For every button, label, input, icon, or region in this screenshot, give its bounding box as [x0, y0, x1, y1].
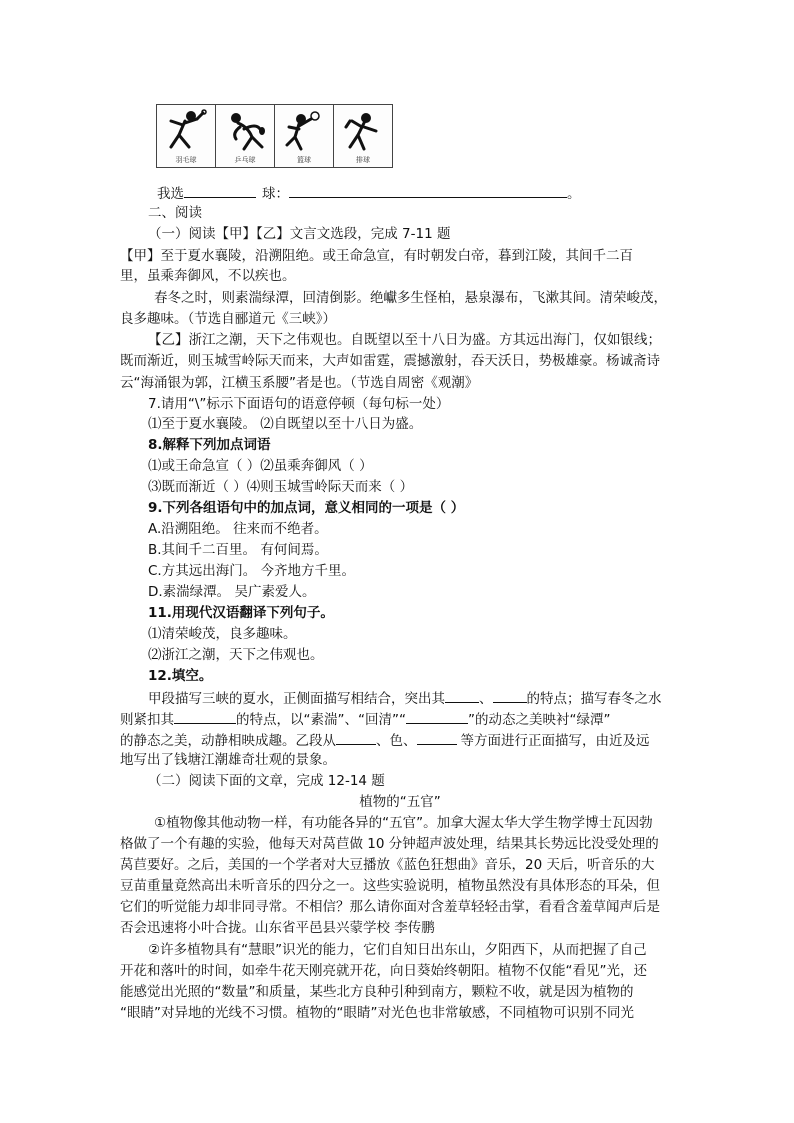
- sport-label: 乒乓球: [234, 156, 256, 164]
- basketball-icon: [281, 109, 327, 153]
- question-9-option-c[interactable]: C.方其远出海门。 今齐地方千里。: [148, 563, 356, 579]
- sport-label: 羽毛球: [175, 156, 197, 164]
- fill-blank[interactable]: [336, 729, 376, 745]
- article-para-1-line: 它们的听觉能力却非同寻常。不相信？那么请你面对含羞草轻轻击掌，看看含羞草闻声后是: [120, 899, 660, 915]
- passage-jia-line: 【甲】至于夏水襄陵，沿溯阻绝。或王命急宣，有时朝发白帝，暮到江陵，其间千二百: [120, 248, 633, 264]
- passage-jia-line: 春冬之时，则素湍绿潭，回清倒影。绝巘多生怪柏，悬泉瀑布，飞漱其间。清荣峻茂，: [154, 290, 667, 306]
- fill-blank[interactable]: [493, 687, 527, 703]
- choice-blank-sport[interactable]: [184, 182, 256, 198]
- article-title: 植物的“五官”: [359, 794, 441, 810]
- article-para-1-line: 豆苗重量竟然高出未听音乐的四分之一。这些实验说明，植物虽然没有具体形态的耳朵，但: [120, 878, 660, 894]
- table-tennis-icon: [222, 109, 268, 153]
- badminton-icon: [163, 109, 209, 153]
- sport-card-table-tennis: [215, 104, 275, 168]
- question-12-line: 则紧扣其 的特点，以“素湍”、“回清”“ ”的动态之美映衬“绿潭”: [120, 708, 610, 730]
- fill-blank[interactable]: [417, 729, 457, 745]
- article-para-2-line: 能感觉出光照的“数量”和质量，某些北方良种引种到南方，颗粒不收，就是因为植物的: [120, 984, 634, 1000]
- question-8: 8.解释下列加点词语: [148, 437, 271, 453]
- article-para-1-line: 否会迅速将小叶合拢。山东省平邑县兴蒙学校 李传鹏: [120, 920, 435, 936]
- part1-title: （一）阅读【甲】【乙】文言文选段，完成 7-11 题: [148, 226, 451, 242]
- sport-label: 篮球: [297, 156, 311, 164]
- sport-card-badminton: [156, 104, 216, 168]
- question-12-line: 的静态之美，动静相映成趣。乙段从 、色、 等方面进行正面描写，由近及远: [120, 729, 650, 751]
- passage-yi-line: 既而渐近，则玉城雪岭际天而来，大声如雷霆，震撼激射，吞天沃日，势极雄豪。杨诚斋诗: [120, 353, 660, 369]
- question-9-option-b[interactable]: B.其间千二百里。 有何间焉。: [148, 542, 328, 558]
- article-para-1-line: ①植物像其他动物一样，有功能各异的“五官”。加拿大渥太华大学生物学博士瓦因勃: [154, 815, 653, 831]
- section-title: 二、阅读: [148, 205, 202, 221]
- article-para-2-line: 开花和落叶的时间，如牵牛花天刚亮就开花，向日葵始终朝阳。植物不仅能“看见”光，还: [120, 963, 647, 979]
- article-para-2-line: ②许多植物具有“慧眼”识光的能力，它们自知日出东山，夕阳西下，从而把握了自己: [148, 942, 647, 958]
- fill-blank[interactable]: [174, 708, 236, 724]
- question-12-line: 地写出了钱塘江潮雄奇壮观的景象。: [120, 752, 336, 768]
- choice-line: 我选 球： 。: [157, 182, 581, 204]
- question-9-option-a[interactable]: A.沿溯阻绝。 往来而不绝者。: [148, 521, 328, 537]
- sport-label: 排球: [356, 156, 370, 164]
- article-para-1-line: 格做了一个有趣的实验，他每天对莴苣做 10 分钟超声波处理，结果其长势远比没受处理的: [120, 836, 659, 852]
- question-8-row: ⑴或王命急宣（ ）⑵虽乘奔御风（ ）: [148, 458, 373, 474]
- question-8-row: ⑶既而渐近（ ）⑷则玉城雪岭际天而来（ ）: [148, 479, 414, 495]
- fill-blank[interactable]: [445, 687, 479, 703]
- question-7-items: ⑴至于夏水襄陵。 ⑵自既望以至十八日为盛。: [148, 416, 423, 432]
- article-para-2-line: “眼睛”对异地的光线不习惯。植物的“眼睛”对光色也非常敏感，不同植物可识别不同光: [120, 1005, 634, 1021]
- part2-title: （二）阅读下面的文章，完成 12-14 题: [148, 773, 385, 789]
- sport-card-basketball: [274, 104, 334, 168]
- question-12: 12.填空。: [148, 668, 213, 684]
- question-9: 9.下列各组语句中的加点词，意义相同的一项是（ ）: [148, 500, 465, 516]
- passage-yi-line: 云“海涌银为郭，江横玉系腰”者是也。（节选自周密《观潮》: [120, 375, 479, 391]
- passage-jia-line: 良多趣味。（节选自郦道元《三峡》）: [120, 311, 336, 327]
- question-9-option-d[interactable]: D.素湍绿潭。 吴广素爱人。: [148, 584, 316, 600]
- question-11-item: ⑵浙江之潮，天下之伟观也。: [148, 647, 324, 663]
- question-11: 11.用现代汉语翻译下列句子。: [148, 605, 334, 621]
- choice-blank-reason[interactable]: [289, 182, 567, 198]
- article-para-1-line: 莴苣要好。之后，美国的一个学者对大豆播放《蓝色狂想曲》音乐，20 天后，听音乐的大: [120, 857, 655, 873]
- passage-yi-line: 【乙】浙江之潮，天下之伟观也。自既望以至十八日为盛。方其远出海门，仅如银线；: [148, 332, 661, 348]
- sport-card-volleyball: [333, 104, 393, 168]
- volleyball-icon: [340, 109, 386, 153]
- question-11-item: ⑴清荣峻茂，良多趣味。: [148, 626, 297, 642]
- passage-jia-line: 里，虽乘奔御风，不以疾也。: [120, 268, 296, 284]
- fill-blank[interactable]: [406, 708, 468, 724]
- question-12-line: 甲段描写三峡的夏水，正侧面描写相结合，突出其 、 的特点；描写春冬之水: [148, 687, 662, 709]
- question-7: 7.请用“\”标示下面语句的语意停顿（每句标一处）: [148, 396, 450, 412]
